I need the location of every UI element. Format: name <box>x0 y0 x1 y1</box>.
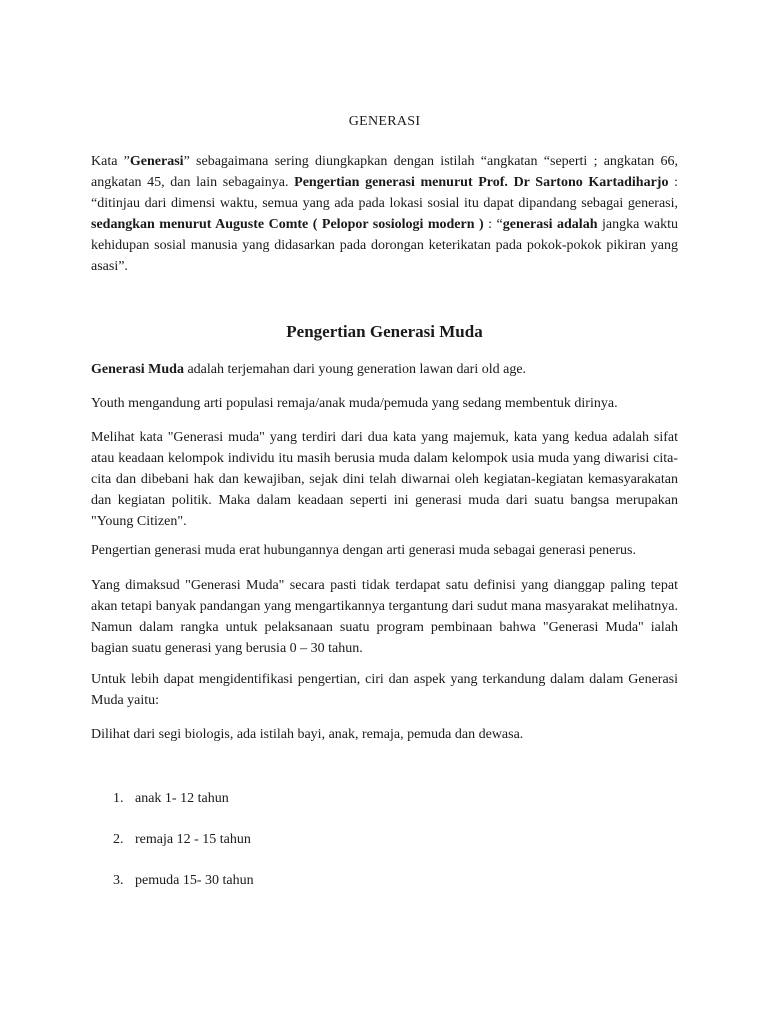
intro-bold-definition: generasi adalah <box>502 217 598 232</box>
paragraph-text: adalah terjemahan dari young generation lawan dari old age. <box>183 362 527 377</box>
list-text: remaja 12 - 15 tahun <box>135 832 251 847</box>
paragraph-generasi-muda <box>91 359 678 380</box>
list-number: 3. <box>113 873 124 888</box>
intro-bold-sartono: Pengertian generasi menurut Prof. Dr Sartono Kartadiharjo <box>294 175 669 190</box>
intro-bold-comte: sedangkan menurut Auguste Comte ( Pelopor sosiologi modern ) <box>91 217 484 232</box>
paragraph-dimaksud: Yang dimaksud "Generasi Muda" secara pasti tidak terdapat satu definisi yang dianggap paling tepat akan tetapi banyak pandangan yang mengartikannya tergantung dari sudut mana masyarakat melihatnya. Namun dalam rangka untuk pelaksanaan suatu program pembinaan bahwa "Generasi Muda" ialah bagian suatu generasi yang berusia 0 – 30 tahun. <box>91 578 678 656</box>
intro-text: ” sebagaimana sering diungkapkan dengan istilah “angkatan “seperti ; angkatan 66, angkatan 45, dan lain sebagainya. <box>91 154 678 190</box>
intro-text: jangka waktu kehidupan sosial manusia yang didasarkan pada dorongan keterikatan pada pokok-pokok pikiran yang asasi”. <box>91 217 678 274</box>
page-title: GENERASI <box>348 114 421 129</box>
paragraph-melihat: Melihat kata "Generasi muda" yang terdiri dari dua kata yang majemuk, kata yang kedua adalah sifat atau keadaan kelompok individu itu masih berusia muda dalam kelompok usia muda yang diwarisi cita-cita dan dibebani hak dan kewajiban, sejak dini telah diwarnai oleh kegiatan-kegiatan kemasyarakatan dan kegiatan politik. Maka dalam keadaan seperti ini generasi muda dari suatu bangsa merupakan "Young Citizen". <box>91 430 678 529</box>
intro-text: Kata ” <box>91 154 130 169</box>
list-item <box>113 873 254 889</box>
list-item <box>113 832 251 848</box>
intro-bold-generasi: Generasi <box>129 154 184 169</box>
list-item <box>113 791 229 807</box>
intro-text: : “ditinjau dari dimensi waktu, semua yang ada pada lokasi sosial itu dapat dipandang sebagai generasi, <box>91 175 678 211</box>
list-text: anak 1- 12 tahun <box>135 791 229 806</box>
paragraph-youth: Youth mengandung arti populasi remaja/anak muda/pemuda yang sedang membentuk dirinya. <box>91 396 618 411</box>
paragraph-bold-term: Generasi Muda <box>91 362 184 377</box>
list-text: pemuda 15- 30 tahun <box>135 873 254 888</box>
section-title: Pengertian Generasi Muda <box>286 322 483 341</box>
intro-text: : “ <box>483 217 503 232</box>
paragraph-dilihat: Dilihat dari segi biologis, ada istilah bayi, anak, remaja, pemuda dan dewasa. <box>91 727 524 742</box>
paragraph-penerus: Pengertian generasi muda erat hubungannya dengan arti generasi muda sebagai generasi penerus. <box>91 543 637 558</box>
list-number: 2. <box>113 832 124 847</box>
list-number: 1. <box>113 791 124 806</box>
paragraph-untuk: Untuk lebih dapat mengidentifikasi pengertian, ciri dan aspek yang terkandung dalam dalam Generasi Muda yaitu: <box>91 672 678 708</box>
intro-paragraph <box>91 151 678 277</box>
